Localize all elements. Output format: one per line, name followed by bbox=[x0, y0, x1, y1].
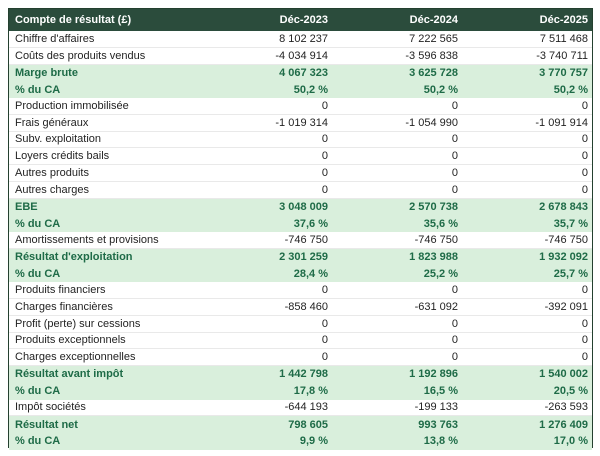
cell-dec-2023: 2 301 259 bbox=[279, 251, 328, 264]
cell-dec-2023: 0 bbox=[321, 284, 328, 297]
cell-dec-2023: 37,6 % bbox=[293, 217, 328, 230]
cell-dec-2025: 35,7 % bbox=[553, 217, 588, 230]
table-row bbox=[9, 148, 592, 165]
cell-dec-2024: 7 222 565 bbox=[409, 32, 458, 45]
cell-dec-2023: 9,9 % bbox=[299, 435, 328, 448]
cell-dec-2023: 0 bbox=[321, 166, 328, 179]
cell-dec-2024: -631 092 bbox=[414, 300, 458, 313]
cell-dec-2023: 17,8 % bbox=[293, 385, 328, 398]
cell-dec-2023: 1 442 798 bbox=[279, 368, 328, 381]
row-label: % du CA bbox=[15, 435, 61, 448]
table-row bbox=[9, 232, 592, 249]
cell-dec-2025: 0 bbox=[581, 166, 588, 179]
row-label: Résultat d'exploitation bbox=[15, 251, 133, 264]
table-row bbox=[9, 383, 592, 400]
table-row bbox=[9, 115, 592, 132]
cell-dec-2024: 1 192 896 bbox=[409, 368, 458, 381]
cell-dec-2025: 0 bbox=[581, 133, 588, 146]
cell-dec-2024: 0 bbox=[451, 351, 458, 364]
cell-dec-2023: 0 bbox=[321, 99, 328, 112]
row-label: Loyers crédits bails bbox=[15, 150, 110, 163]
cell-dec-2025: 2 678 843 bbox=[539, 200, 588, 213]
cell-dec-2023: 0 bbox=[321, 317, 328, 330]
table-row bbox=[9, 81, 592, 98]
cell-dec-2024: 50,2 % bbox=[423, 83, 458, 96]
cell-dec-2023: -644 193 bbox=[284, 401, 328, 414]
cell-dec-2024: 25,2 % bbox=[423, 267, 458, 280]
cell-dec-2025: 0 bbox=[581, 284, 588, 297]
table-row bbox=[9, 282, 592, 299]
cell-dec-2025: 0 bbox=[581, 150, 588, 163]
cell-dec-2023: 0 bbox=[321, 334, 328, 347]
cell-dec-2024: -1 054 990 bbox=[405, 116, 458, 129]
row-label: Résultat net bbox=[15, 418, 78, 431]
table-body bbox=[9, 31, 592, 450]
cell-dec-2025: 0 bbox=[581, 351, 588, 364]
income-statement-table bbox=[8, 8, 593, 448]
cell-dec-2025: 0 bbox=[581, 99, 588, 112]
cell-dec-2023: 4 067 323 bbox=[279, 66, 328, 79]
row-label: Autres charges bbox=[15, 183, 89, 196]
cell-dec-2025: 0 bbox=[581, 334, 588, 347]
row-label: Subv. exploitation bbox=[15, 133, 102, 146]
cell-dec-2023: 50,2 % bbox=[293, 83, 328, 96]
row-label: EBE bbox=[15, 200, 38, 213]
cell-dec-2025: -392 091 bbox=[544, 300, 588, 313]
cell-dec-2025: 1 540 002 bbox=[539, 368, 588, 381]
cell-dec-2024: 16,5 % bbox=[423, 385, 458, 398]
cell-dec-2024: 1 823 988 bbox=[409, 251, 458, 264]
row-label: Impôt sociétés bbox=[15, 401, 86, 414]
cell-dec-2023: 28,4 % bbox=[293, 267, 328, 280]
cell-dec-2025: 0 bbox=[581, 317, 588, 330]
table-row bbox=[9, 249, 592, 266]
table-row bbox=[9, 31, 592, 48]
row-label: % du CA bbox=[15, 385, 61, 398]
row-label: Autres produits bbox=[15, 166, 89, 179]
cell-dec-2024: 35,6 % bbox=[423, 217, 458, 230]
row-label: Frais généraux bbox=[15, 116, 89, 129]
table-row bbox=[9, 132, 592, 149]
table-header-row bbox=[9, 9, 592, 31]
table-row bbox=[9, 165, 592, 182]
column-header-dec-2023: Déc-2023 bbox=[279, 14, 328, 26]
cell-dec-2023: -1 019 314 bbox=[275, 116, 328, 129]
row-label: Produits financiers bbox=[15, 284, 106, 297]
cell-dec-2024: 0 bbox=[451, 166, 458, 179]
table-row bbox=[9, 182, 592, 199]
cell-dec-2023: 0 bbox=[321, 150, 328, 163]
cell-dec-2023: 0 bbox=[321, 183, 328, 196]
cell-dec-2025: 3 770 757 bbox=[539, 66, 588, 79]
row-label: Amortissements et provisions bbox=[15, 233, 159, 246]
cell-dec-2025: -746 750 bbox=[544, 233, 588, 246]
table-row bbox=[9, 366, 592, 383]
table-row bbox=[9, 266, 592, 283]
table-row bbox=[9, 400, 592, 417]
cell-dec-2025: 17,0 % bbox=[553, 435, 588, 448]
cell-dec-2024: 0 bbox=[451, 133, 458, 146]
cell-dec-2024: 0 bbox=[451, 317, 458, 330]
cell-dec-2025: 7 511 468 bbox=[539, 32, 588, 45]
cell-dec-2024: 993 763 bbox=[418, 418, 458, 431]
row-label: Profit (perte) sur cessions bbox=[15, 317, 141, 330]
row-label: Charges exceptionnelles bbox=[15, 351, 136, 364]
cell-dec-2023: -746 750 bbox=[284, 233, 328, 246]
cell-dec-2024: 0 bbox=[451, 183, 458, 196]
cell-dec-2025: 20,5 % bbox=[553, 385, 588, 398]
row-label: Produits exceptionnels bbox=[15, 334, 126, 347]
table-row bbox=[9, 316, 592, 333]
row-label: % du CA bbox=[15, 267, 61, 280]
row-label: Marge brute bbox=[15, 66, 78, 79]
cell-dec-2024: 13,8 % bbox=[423, 435, 458, 448]
cell-dec-2025: 25,7 % bbox=[553, 267, 588, 280]
cell-dec-2024: 0 bbox=[451, 150, 458, 163]
cell-dec-2024: 2 570 738 bbox=[409, 200, 458, 213]
table-title: Compte de résultat (£) bbox=[15, 14, 132, 26]
cell-dec-2023: 3 048 009 bbox=[279, 200, 328, 213]
table-row bbox=[9, 433, 592, 450]
table-row bbox=[9, 199, 592, 216]
row-label: Production immobilisée bbox=[15, 99, 129, 112]
cell-dec-2025: -1 091 914 bbox=[535, 116, 588, 129]
row-label: Chiffre d'affaires bbox=[15, 32, 95, 45]
row-label: Charges financières bbox=[15, 300, 113, 313]
table-row bbox=[9, 98, 592, 115]
table-row bbox=[9, 349, 592, 366]
cell-dec-2024: 0 bbox=[451, 99, 458, 112]
row-label: % du CA bbox=[15, 217, 61, 230]
cell-dec-2023: -4 034 914 bbox=[275, 49, 328, 62]
cell-dec-2023: 798 605 bbox=[288, 418, 328, 431]
cell-dec-2024: 0 bbox=[451, 334, 458, 347]
table-row bbox=[9, 215, 592, 232]
cell-dec-2024: -746 750 bbox=[414, 233, 458, 246]
cell-dec-2025: 50,2 % bbox=[553, 83, 588, 96]
cell-dec-2024: 3 625 728 bbox=[409, 66, 458, 79]
column-header-dec-2024: Déc-2024 bbox=[409, 14, 458, 26]
row-label: Coûts des produits vendus bbox=[15, 49, 146, 62]
cell-dec-2025: 1 276 409 bbox=[539, 418, 588, 431]
row-label: Résultat avant impôt bbox=[15, 368, 124, 381]
cell-dec-2025: 1 932 092 bbox=[539, 251, 588, 264]
cell-dec-2024: -199 133 bbox=[414, 401, 458, 414]
cell-dec-2023: 8 102 237 bbox=[279, 32, 328, 45]
table-row bbox=[9, 416, 592, 433]
table-row bbox=[9, 48, 592, 65]
cell-dec-2025: -3 740 711 bbox=[536, 49, 588, 62]
column-header-dec-2025: Déc-2025 bbox=[539, 14, 588, 26]
cell-dec-2024: 0 bbox=[451, 284, 458, 297]
cell-dec-2025: -263 593 bbox=[544, 401, 588, 414]
cell-dec-2023: 0 bbox=[321, 351, 328, 364]
table-row bbox=[9, 299, 592, 316]
row-label: % du CA bbox=[15, 83, 61, 96]
cell-dec-2025: 0 bbox=[581, 183, 588, 196]
cell-dec-2024: -3 596 838 bbox=[405, 49, 458, 62]
cell-dec-2023: 0 bbox=[321, 133, 328, 146]
table-row bbox=[9, 333, 592, 350]
table-row bbox=[9, 65, 592, 82]
cell-dec-2023: -858 460 bbox=[284, 300, 328, 313]
